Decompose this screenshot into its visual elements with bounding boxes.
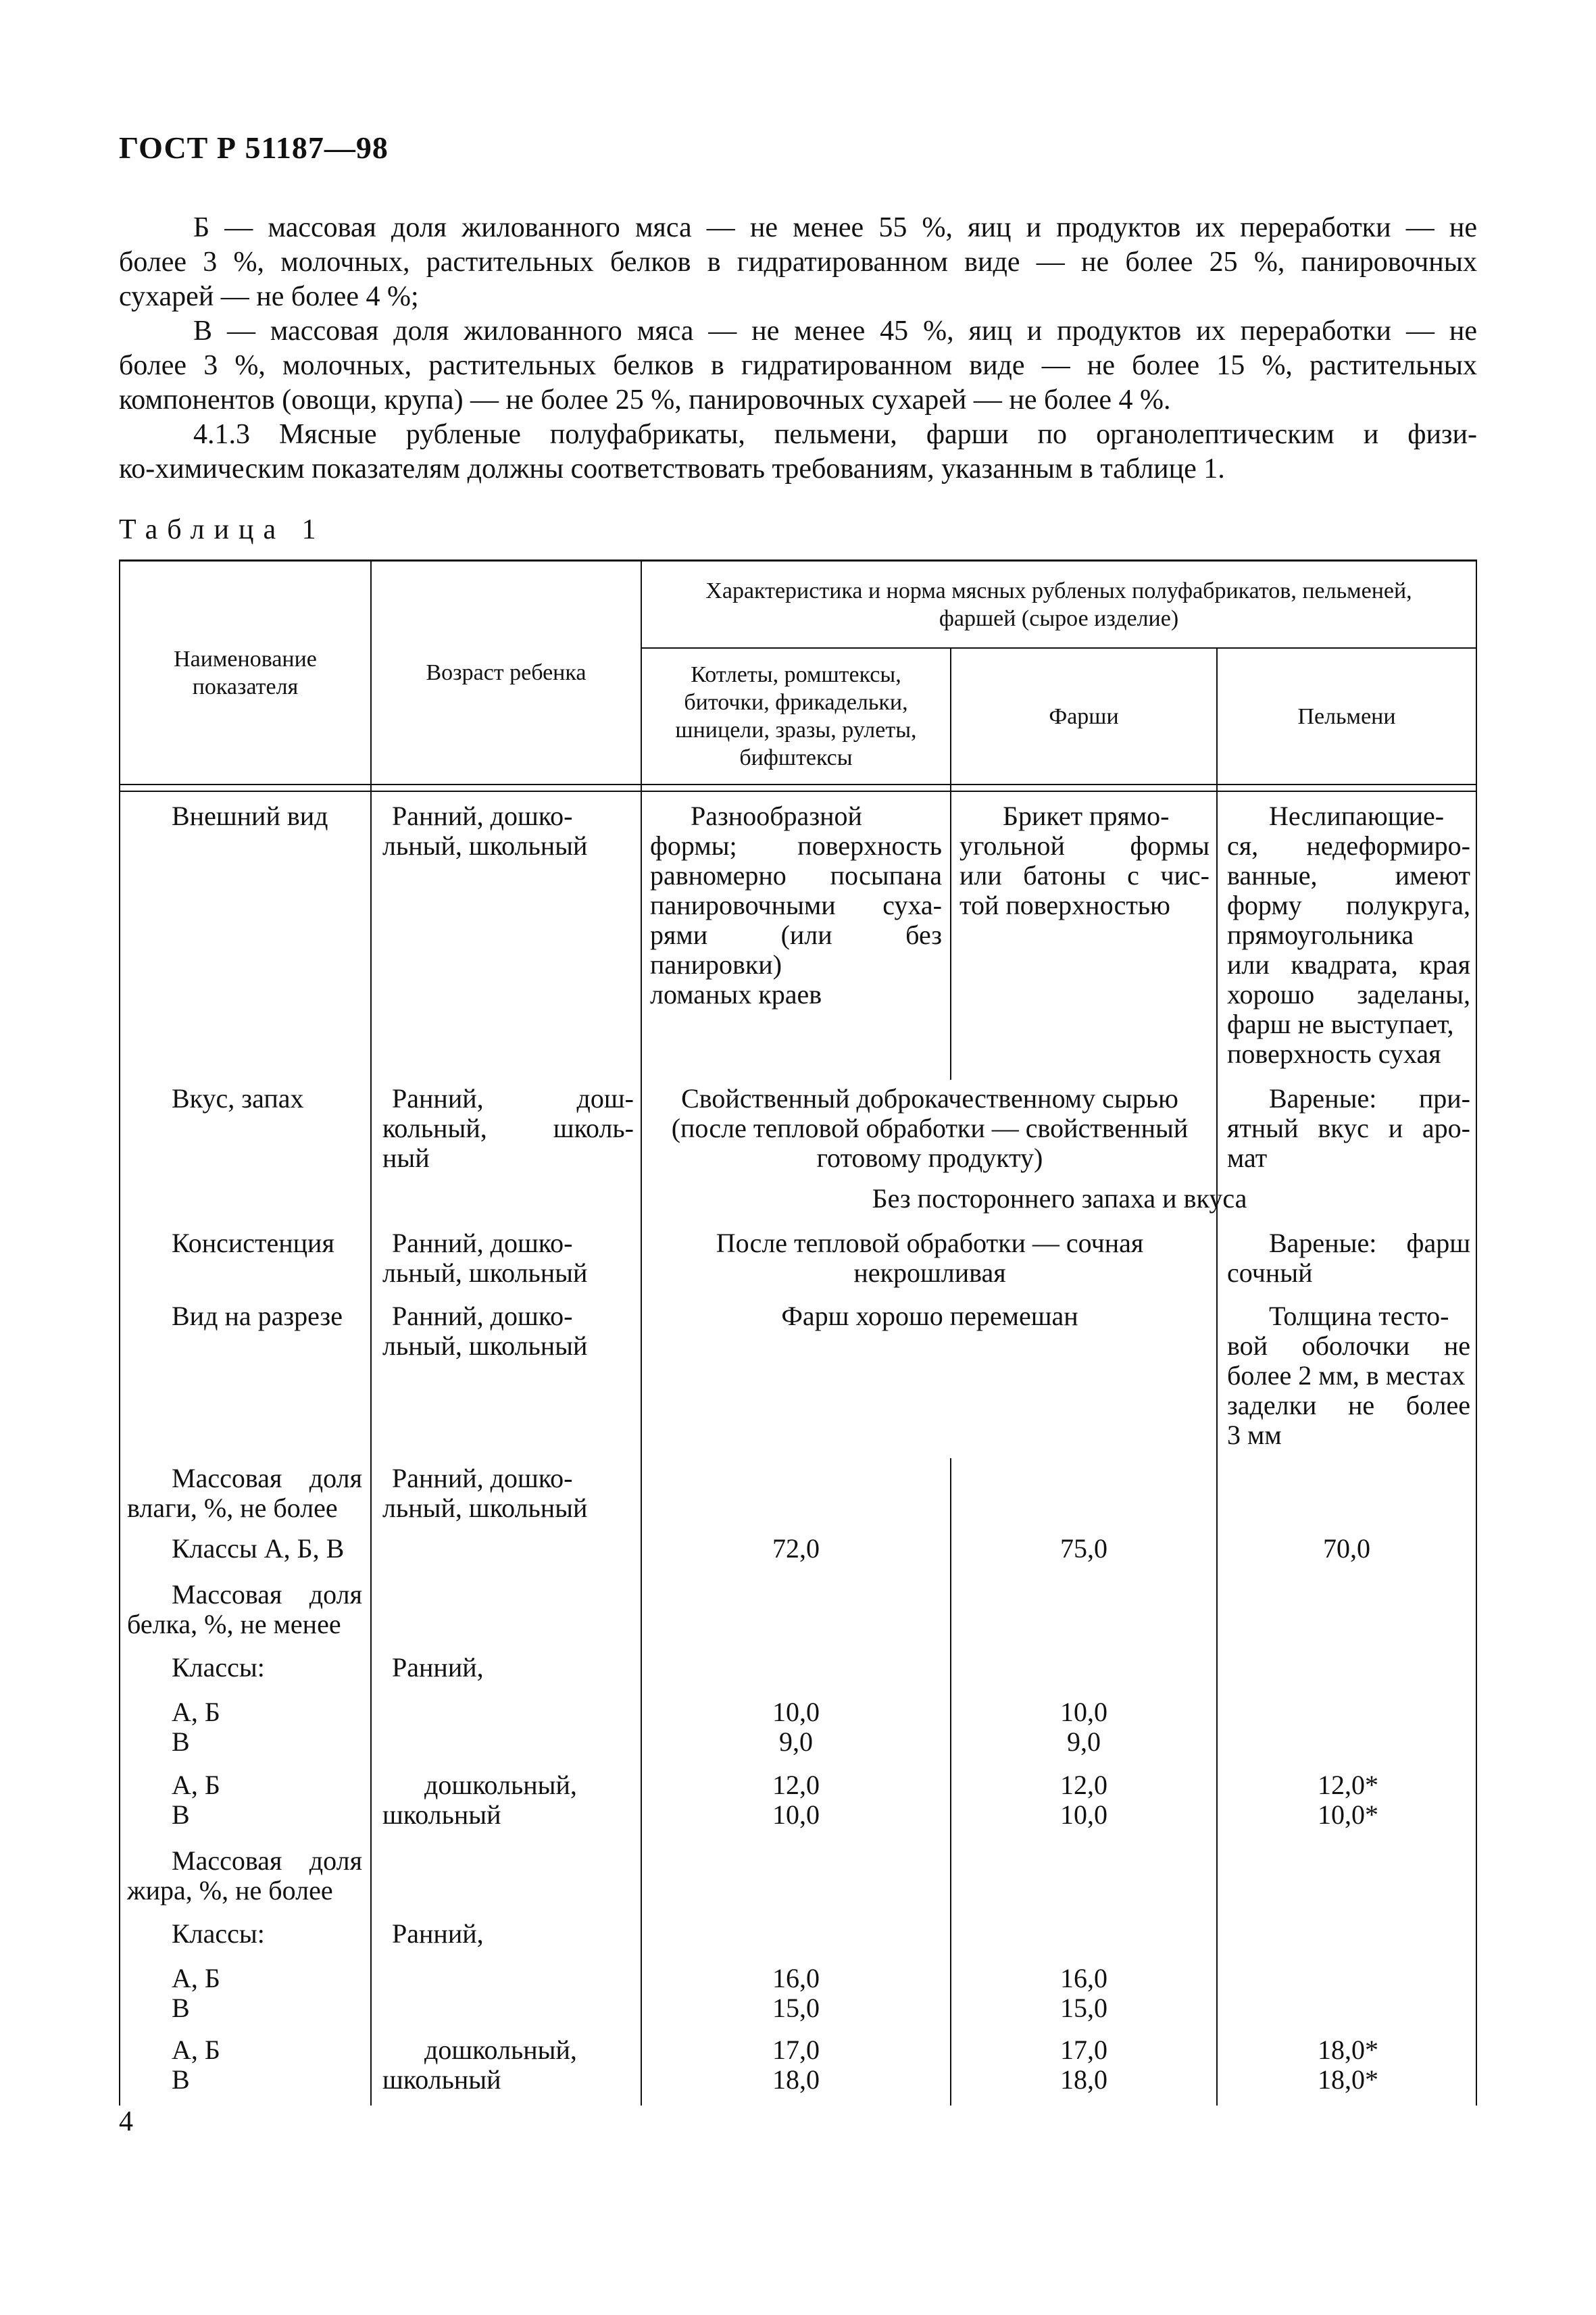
cell-line: Массовая доля (172, 1845, 362, 1876)
fat-school-classes (120, 2035, 370, 2095)
cell-line: А, Б (172, 1697, 220, 1727)
protein-early-cutlets (642, 1697, 950, 1757)
row-label-appearance (120, 801, 370, 831)
paragraph-line: сухарей — не более 4 %; (119, 281, 419, 312)
cell-line: льный, школьный (382, 1330, 588, 1361)
paragraph-line: В — массовая доля жилованного мяса — не менее 45 %, яиц и продуктов их переработки — не (193, 316, 1477, 347)
cell-line: 10,0 (1060, 1697, 1107, 1727)
taste-common (643, 1084, 1216, 1173)
cell-line: ный (382, 1143, 430, 1173)
cell-line: 16,0 (772, 1963, 820, 1993)
cell-line: Консистенция (172, 1228, 334, 1258)
cell-line: вой оболочки не (1227, 1330, 1470, 1361)
cell-line: формы; поверхность (650, 830, 942, 861)
cell-line: 10,0* (1318, 1799, 1378, 1830)
cell-line: 10,0 (1060, 1799, 1107, 1830)
header-child-age (372, 562, 641, 784)
cell-line: После тепловой обработки — сочная (716, 1228, 1144, 1258)
cell-line: В (172, 2064, 190, 2095)
cell-line: А, Б (172, 2035, 220, 2065)
cell-line: В (172, 1726, 190, 1757)
protein-classes-label (120, 1653, 370, 1683)
fat-classes-label (120, 1919, 370, 1949)
cell-line: прямоугольника (1227, 920, 1414, 950)
table-caption: Таблица 1 (119, 514, 326, 545)
cell-line: Неслипающие- (1269, 801, 1445, 831)
cell-line: Ранний, дошко- (392, 801, 573, 831)
cell-line: В (172, 1993, 190, 2023)
cell-line: 18,0 (772, 2064, 820, 2095)
protein-early-classes (120, 1697, 370, 1757)
cell-line: 16,0 (1060, 1963, 1107, 1993)
cell-line: сочный (1227, 1258, 1313, 1288)
fat-early-minced (951, 1964, 1216, 2023)
paragraph-line: 4.1.3 Мясные рубленые полуфабрикаты, пельмени, фарши по органолептическим и физи- (193, 419, 1477, 450)
cell-line: А, Б (172, 1770, 220, 1800)
cell-line: заделки не более (1227, 1390, 1470, 1420)
header-line: Фарши (1049, 703, 1119, 729)
moisture-dumplings-value (1218, 1534, 1476, 1564)
fat-school-dumplings (1318, 2035, 1453, 2095)
cell-line: Вкус, запах (172, 1083, 304, 1114)
header-characteristic (642, 562, 1476, 647)
header-line: биточки, фрикадельки, (684, 690, 908, 715)
cell-line: льный, школьный (382, 830, 588, 861)
section-dumplings (1227, 1301, 1470, 1450)
protein-school-minced (951, 1770, 1216, 1830)
cell-line: кольный, школь- (382, 1113, 634, 1143)
cell-line: форму полукруга, (1227, 890, 1470, 920)
cell-line: ломаных краев (650, 979, 822, 1010)
cell-line: или квадрата, края (1227, 949, 1470, 980)
taste-age (382, 1084, 634, 1173)
cell-line: 15,0 (772, 1993, 820, 2023)
moisture-classes-label (120, 1534, 370, 1564)
fat-school-minced (951, 2035, 1216, 2095)
header-line: Наименование (174, 646, 317, 672)
cell-line: Внешний вид (172, 801, 328, 831)
cell-line: 18,0* (1318, 2035, 1378, 2065)
consistency-age (382, 1228, 634, 1288)
header-line: Характеристика и норма мясных рубленых полуфабрикатов, пельменей, (705, 578, 1412, 603)
cell-line: угольной формы (959, 830, 1210, 861)
protein-school-classes (120, 1770, 370, 1830)
paragraph-line: более 3 %, молочных, растительных белков в гидратированном виде — не более 25 %, панировочных (119, 247, 1477, 278)
cell-line: 18,0 (1060, 2064, 1107, 2095)
column-divider (641, 559, 642, 2106)
cell-line: хорошо заделаны, (1227, 979, 1470, 1010)
row-label-section-view (120, 1301, 370, 1331)
cell-line: Классы А, Б, В (172, 1533, 345, 1564)
header-line: бифштексы (739, 745, 853, 770)
cell-line: фарш не выступает, (1227, 1009, 1454, 1039)
moisture-minced-value (951, 1534, 1216, 1564)
cell-line: Массовая доля (172, 1463, 362, 1493)
cell-line: Ранний, дош- (392, 1083, 634, 1114)
cell-line: 17,0 (1060, 2035, 1107, 2065)
cell-line: Ранний, дошко- (392, 1228, 573, 1258)
cell-line: поверхность сухая (1227, 1039, 1441, 1069)
cell-line: Ранний, (392, 1652, 484, 1683)
cell-line: 9,0 (779, 1726, 813, 1757)
fat-early-cutlets (642, 1964, 950, 2023)
row-label-moisture (127, 1464, 362, 1523)
cell-line: 12,0* (1318, 1770, 1378, 1800)
cell-line: белка, %, не менее (127, 1609, 341, 1639)
cell-line: 17,0 (772, 2035, 820, 2065)
cell-line: Фарш хорошо перемешан (781, 1301, 1078, 1331)
cell-line: А, Б (172, 1963, 220, 1993)
moisture-age (382, 1464, 634, 1523)
cell-line: 10,0 (772, 1799, 820, 1830)
cell-line: 72,0 (772, 1533, 820, 1564)
paragraph-class-b (119, 211, 1477, 314)
paragraph-line: Б — массовая доля жилованного мяса — не менее 55 %, яиц и продуктов их переработки — не (193, 212, 1477, 243)
cell-line: В (172, 1799, 190, 1830)
header-line: Пельмени (1297, 703, 1396, 729)
header-line: показателя (192, 674, 299, 699)
header-dumplings (1218, 649, 1476, 784)
protein-school-dumplings (1318, 1770, 1453, 1830)
header-bottom-line-1 (119, 784, 1477, 785)
cell-line: 75,0 (1060, 1533, 1107, 1564)
protein-school-cutlets (642, 1770, 950, 1830)
cell-line: равномерно посыпана (650, 860, 942, 891)
protein-early-minced (951, 1697, 1216, 1757)
header-line: шницели, зразы, рулеты, (675, 718, 917, 743)
cell-line: некрошливая (853, 1258, 1006, 1288)
cell-line: школьный (382, 2064, 501, 2095)
column-divider (1216, 647, 1218, 2106)
cell-line: той поверхностью (959, 890, 1170, 920)
appearance-cutlets (650, 801, 942, 1010)
header-indicator-name (120, 562, 370, 784)
cell-line: Без постороннего запаха и вкуса (872, 1183, 1247, 1214)
row-label-consistency (120, 1228, 370, 1258)
cell-line: 70,0 (1323, 1533, 1370, 1564)
cell-line: ся, недеформиро- (1227, 830, 1470, 861)
cell-line: Вареные: при- (1269, 1083, 1470, 1114)
cell-line: 9,0 (1067, 1726, 1101, 1757)
fat-early-age (392, 1919, 595, 1949)
paragraph-line: ко-химическим показателям должны соответствовать требованиям, указанным в таблице 1. (119, 453, 1225, 484)
table-right-border (1476, 559, 1477, 2106)
cell-line: 18,0* (1318, 2064, 1378, 2095)
page-number: 4 (119, 2106, 133, 2137)
table-left-border (119, 559, 120, 2106)
header-minced (951, 649, 1216, 784)
cell-line: жира, %, не более (127, 1875, 333, 1906)
cell-line: Толщина тесто- (1269, 1301, 1449, 1331)
cell-line: Ранний, дошко- (392, 1463, 573, 1493)
cell-line: более 2 мм, в местах (1227, 1360, 1466, 1391)
cell-line: влаги, %, не более (127, 1493, 338, 1523)
cell-line: Ранний, (392, 1918, 484, 1949)
protein-early-age (392, 1653, 595, 1683)
paragraph-class-v (119, 314, 1477, 418)
cell-line: 3 мм (1227, 1420, 1282, 1450)
paragraph-line: более 3 %, молочных, растительных белков в гидратированном виде — не более 15 %, растительных (119, 350, 1477, 381)
row-label-protein (127, 1580, 362, 1639)
consistency-common (643, 1228, 1216, 1288)
cell-line: 15,0 (1060, 1993, 1107, 2023)
appearance-dumplings (1227, 801, 1470, 1069)
cell-line: Разнообразной (691, 801, 862, 831)
cell-line: готовому продукту) (816, 1143, 1043, 1173)
consistency-dumplings (1227, 1228, 1470, 1288)
cell-line: 12,0 (772, 1770, 820, 1800)
row-label-taste (120, 1084, 370, 1114)
cell-line: (после тепловой обработки — свойственный (671, 1113, 1189, 1143)
fat-school-cutlets (642, 2035, 950, 2095)
cell-line: Вид на разрезе (172, 1301, 343, 1331)
row-label-fat (127, 1846, 362, 1906)
appearance-minced (959, 801, 1210, 920)
cell-line: Брикет прямо- (1003, 801, 1170, 831)
cell-line: школьный (382, 1799, 501, 1830)
cell-line: Свойственный доброкачественному сырью (681, 1083, 1178, 1114)
cell-line: мат (1227, 1143, 1268, 1173)
cell-line: рями (или без панировки) (650, 920, 942, 980)
section-age (382, 1301, 634, 1361)
cell-line: ванные, имеют (1227, 860, 1470, 891)
paragraph-4-1-3 (119, 418, 1477, 487)
column-divider (370, 559, 372, 2106)
taste-no-foreign-odor (643, 1184, 1476, 1214)
cell-line: панировочными суха- (650, 890, 942, 920)
cell-line: или батоны с чис- (959, 860, 1210, 891)
cell-line: дошкольный, (424, 1770, 577, 1800)
cell-line: ятный вкус и аро- (1227, 1113, 1470, 1143)
cell-line: Классы: (172, 1918, 265, 1949)
fat-school-age (382, 2035, 634, 2095)
paragraph-line: компонентов (овощи, крупа) — не более 25 %, панировочных сухарей — не более 4 %. (119, 384, 1171, 416)
protein-school-age (382, 1770, 634, 1830)
cell-line: дошкольный, (424, 2035, 577, 2065)
cell-line: 10,0 (772, 1697, 820, 1727)
moisture-cutlets-value (642, 1534, 950, 1564)
cell-line: льный, школьный (382, 1258, 588, 1288)
header-line: Котлеты, ромштексы, (691, 662, 901, 687)
cell-line: Классы: (172, 1652, 265, 1683)
header-line: фаршей (сырое изделие) (939, 605, 1179, 631)
header-line: Возраст ребенка (426, 660, 587, 685)
cell-line: Ранний, дошко- (392, 1301, 573, 1331)
section-common (643, 1301, 1216, 1331)
document-header: ГОСТ Р 51187—98 (119, 130, 389, 165)
taste-dumplings (1227, 1084, 1470, 1173)
cell-line: Массовая доля (172, 1579, 362, 1610)
appearance-age (382, 801, 634, 861)
cell-line: льный, школьный (382, 1493, 588, 1523)
header-bottom-line-2 (119, 791, 1477, 792)
cell-line: Вареные: фарш (1269, 1228, 1470, 1258)
fat-early-classes (120, 1964, 370, 2023)
header-cutlets (642, 649, 950, 784)
cell-line: 12,0 (1060, 1770, 1107, 1800)
